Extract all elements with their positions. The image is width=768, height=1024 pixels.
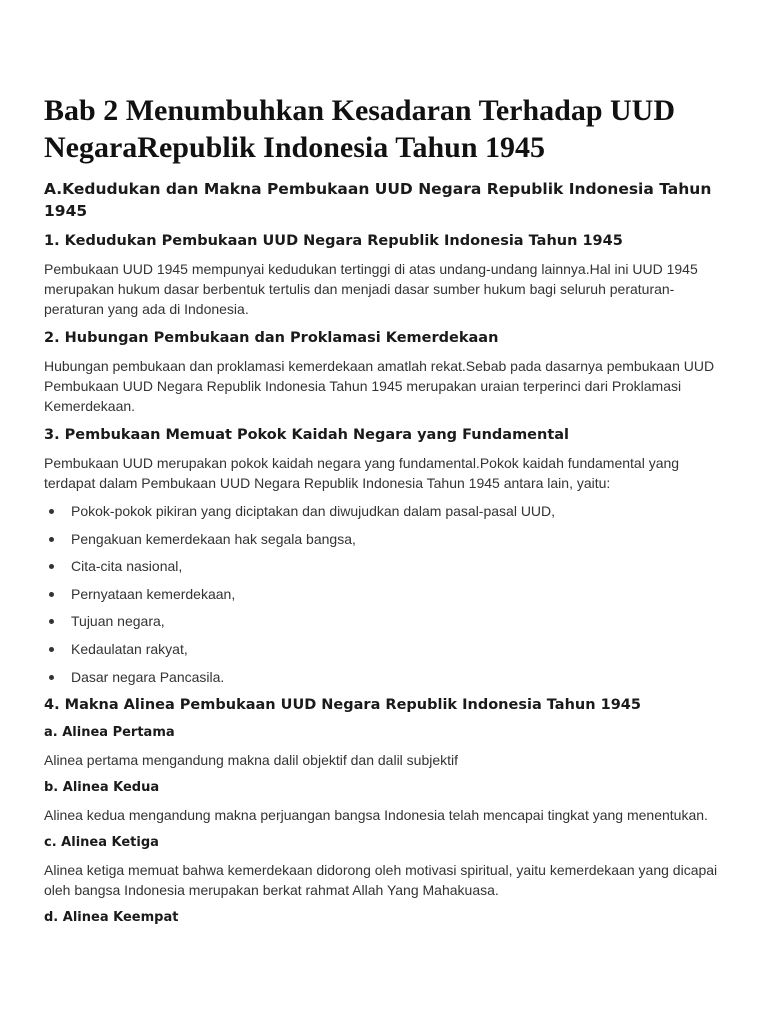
list-item (44, 667, 734, 687)
bullet-icon (49, 675, 54, 680)
list-item (44, 556, 734, 576)
alinea-kedua-text: Alinea kedua mengandung makna perjuangan bangsa Indonesia telah mencapai tingkat yang menentukan. (44, 807, 708, 824)
document-page (44, 92, 734, 935)
document-title: Bab 2 Menumbuhkan Kesadaran Terhadap UUD NegaraRepublik Indonesia Tahun 1945 (44, 94, 676, 164)
list-item-text: Dasar negara Pancasila. (71, 668, 225, 685)
part2-heading: 2. Hubungan Pembukaan dan Proklamasi Kemerdekaan (44, 330, 499, 346)
bullet-icon (49, 619, 54, 624)
list-item (44, 501, 734, 521)
bullet-icon (49, 537, 54, 542)
part2-text: Hubungan pembukaan dan proklamasi kemerdekaan amatlah rekat.Sebab pada dasarnya pembukaan UUD Pembukaan UUD Negara Republik Indonesia Tahun 1945 merupakan uraian terperinci dari Proklamasi Kemerdekaan. (44, 358, 715, 414)
part3-heading: 3. Pembukaan Memuat Pokok Kaidah Negara yang Fundamental (44, 427, 570, 443)
list-item (44, 639, 734, 659)
alinea-keempat-heading: d. Alinea Keempat (44, 910, 179, 926)
section-a-heading: A.Kedudukan dan Makna Pembukaan UUD Negara Republik Indonesia Tahun 1945 (44, 180, 712, 220)
fundamental-points-list (44, 501, 734, 687)
alinea-ketiga-text: Alinea ketiga memuat bahwa kemerdekaan didorong oleh motivasi spiritual, yaitu kemerdekaan yang dicapai oleh bangsa Indonesia merupakan berkat rahmat Allah Yang Mahakuasa. (44, 862, 718, 899)
bullet-icon (49, 592, 54, 597)
list-item-text: Kedaulatan rakyat, (71, 640, 188, 657)
part4-heading: 4. Makna Alinea Pembukaan UUD Negara Republik Indonesia Tahun 1945 (44, 697, 641, 714)
list-item (44, 611, 734, 631)
list-item-text: Cita-cita nasional, (71, 558, 183, 575)
list-item (44, 584, 734, 604)
bullet-icon (49, 647, 54, 652)
part1-text: Pembukaan UUD 1945 mempunyai kedudukan tertinggi di atas undang-undang lainnya.Hal ini UUD 1945 merupakan hukum dasar berbentuk tertulis dan menjadi dasar sumber hukum bagi seluruh peraturan-peraturan yang ada di Indonesia. (44, 261, 698, 317)
part1-heading: 1. Kedudukan Pembukaan UUD Negara Republik Indonesia Tahun 1945 (44, 233, 623, 249)
alinea-ketiga-heading: c. Alinea Ketiga (44, 835, 159, 851)
list-item-text: Pernyataan kemerdekaan, (71, 585, 236, 602)
alinea-pertama-text: Alinea pertama mengandung makna dalil objektif dan dalil subjektif (44, 752, 459, 769)
list-item (44, 529, 734, 549)
bullet-icon (49, 564, 54, 569)
list-item-text: Tujuan negara, (71, 613, 165, 630)
list-item-text: Pengakuan kemerdekaan hak segala bangsa, (71, 530, 356, 547)
part3-text: Pembukaan UUD merupakan pokok kaidah negara yang fundamental.Pokok kaidah fundamental yang terdapat dalam Pembukaan UUD Negara Republik Indonesia Tahun 1945 antara lain, yaitu: (44, 455, 680, 491)
bullet-icon (49, 509, 54, 514)
alinea-kedua-heading: b. Alinea Kedua (44, 780, 160, 796)
list-item-text: Pokok-pokok pikiran yang diciptakan dan diwujudkan dalam pasal-pasal UUD, (71, 503, 556, 519)
alinea-pertama-heading: a. Alinea Pertama (44, 725, 175, 741)
